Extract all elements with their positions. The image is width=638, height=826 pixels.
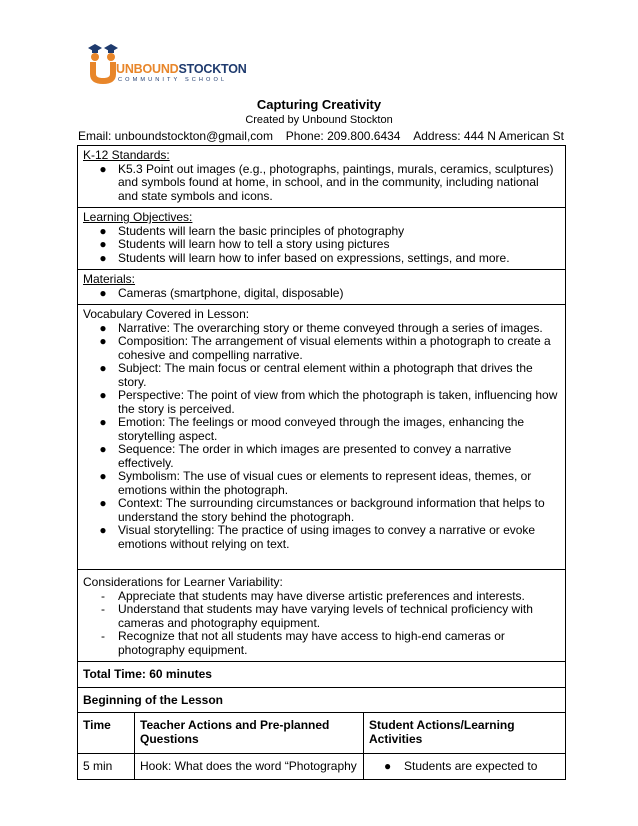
list-item-text: Cameras (smartphone, digital, disposable) xyxy=(118,285,344,300)
considerations-section xyxy=(78,569,565,661)
list-item xyxy=(83,470,559,497)
standards-title: K-12 Standards: xyxy=(83,148,170,162)
list-item xyxy=(83,225,559,239)
dash-icon: - xyxy=(101,602,105,616)
bullet-icon: ● xyxy=(99,388,107,402)
bullet-icon: ● xyxy=(99,285,107,300)
bullet-icon: ● xyxy=(99,469,107,483)
bullet-icon: ● xyxy=(384,759,392,773)
list-item xyxy=(83,252,559,266)
lesson-plan-table xyxy=(77,145,566,780)
list-item xyxy=(83,416,559,443)
list-item xyxy=(83,335,559,362)
objectives-title: Learning Objectives: xyxy=(83,210,193,224)
list-item-text: Context: The surrounding circumstances or background information that helps to understand the story behind the photograph. xyxy=(118,496,545,524)
considerations-title: Considerations for Learner Variability: xyxy=(83,575,283,589)
list-item xyxy=(83,443,559,470)
list-item xyxy=(83,362,559,389)
vocabulary-section xyxy=(78,304,565,569)
list-item-text: Sequence: The order in which images are presented to convey a narrative effectively. xyxy=(118,442,512,470)
list-item-text: Understand that students may have varying levels of technical proficiency with cameras and photography equipment. xyxy=(118,602,533,630)
contact-phone: Phone: 209.800.6434 xyxy=(285,129,401,143)
column-header-student-actions: Student Actions/Learning Activities xyxy=(364,713,566,754)
list-item-text: Symbolism: The use of visual cues or elements to represent ideas, themes, or emotions within the photograph. xyxy=(118,469,532,497)
document-author: Created by Unbound Stockton xyxy=(245,114,393,126)
list-item xyxy=(83,287,559,301)
column-header-teacher-actions: Teacher Actions and Pre-planned Questions xyxy=(135,713,364,754)
cell-teacher-action: Hook: What does the word “Photography xyxy=(135,754,364,779)
list-item xyxy=(83,590,559,604)
logo-wordmark xyxy=(116,62,247,76)
bullet-icon: ● xyxy=(99,237,107,251)
bullet-icon: ● xyxy=(99,496,107,510)
list-item xyxy=(83,238,559,252)
dash-icon: - xyxy=(101,629,105,643)
list-item-text: Visual storytelling: The practice of using images to convey a narrative or evoke emotions without relying on text. xyxy=(118,523,536,551)
list-item-text: Students will learn the basic principles of photography xyxy=(118,223,405,238)
list-item xyxy=(83,603,559,630)
materials-section xyxy=(78,269,565,304)
bullet-icon: ● xyxy=(99,250,107,265)
bullet-icon: ● xyxy=(99,442,107,456)
total-time-row: Total Time: 60 minutes xyxy=(78,661,565,687)
bullet-icon: ● xyxy=(99,361,107,375)
list-item-text: Appreciate that students may have diverse artistic preferences and interests. xyxy=(118,588,525,603)
list-item-text: Students will learn how to tell a story using pictures xyxy=(118,237,390,251)
beginning-of-lesson-row: Beginning of the Lesson xyxy=(78,687,565,713)
list-item-text: Subject: The main focus or central element within a photograph that drives the story. xyxy=(118,361,533,389)
dash-icon: - xyxy=(101,588,105,603)
list-item xyxy=(83,389,559,416)
vocabulary-title: Vocabulary Covered in Lesson: xyxy=(83,307,250,321)
list-item xyxy=(83,630,559,657)
bullet-icon: ● xyxy=(99,523,107,537)
contact-line xyxy=(78,129,564,143)
list-item-text: Composition: The arrangement of visual elements within a photograph to create a cohesive and compelling narrative. xyxy=(118,334,551,362)
cell-time: 5 min xyxy=(78,754,135,779)
list-item-text: Perspective: The point of view from which the photograph is taken, influencing how the story is perceived. xyxy=(118,388,558,416)
list-item-text: Narrative: The overarching story or theme conveyed through a series of images. xyxy=(118,320,543,335)
list-item-text: Students will learn how to infer based on expressions, settings, and more. xyxy=(118,250,510,265)
cell-student-action-text: Students are expected to xyxy=(404,759,538,773)
logo-word-stockton: STOCKTON xyxy=(178,62,247,76)
lesson-activities-table xyxy=(78,712,565,779)
table-row xyxy=(78,754,565,779)
bullet-icon: ● xyxy=(99,320,107,335)
list-item xyxy=(83,163,559,204)
contact-email: Email: unboundstockton@gmail,com xyxy=(78,129,273,143)
logo-word-unbound: NBOUND xyxy=(124,62,179,76)
list-item xyxy=(83,497,559,524)
document-title: Capturing Creativity xyxy=(256,97,382,112)
column-header-time: Time xyxy=(78,713,135,754)
school-logo xyxy=(86,40,246,90)
list-item-text: Recognize that not all students may have access to high-end cameras or photography equipment. xyxy=(118,629,505,657)
objectives-section xyxy=(78,207,565,269)
bullet-icon: ● xyxy=(99,161,107,176)
table-header-row xyxy=(78,713,565,754)
list-item xyxy=(83,524,559,551)
list-item-text: K5.3 Point out images (e.g., photographs, paintings, murals, ceramics, sculptures) and symbols found at home, in school, and in the community, including national and state symbols and icons. xyxy=(118,161,554,203)
bullet-icon: ● xyxy=(99,223,107,238)
logo-letter-u: U xyxy=(116,62,125,76)
contact-address: Address: 444 N American St xyxy=(413,129,564,143)
bullet-icon: ● xyxy=(99,334,107,348)
standards-section xyxy=(78,146,565,207)
list-item-text: Emotion: The feelings or mood conveyed through the images, enhancing the storytelling aspect. xyxy=(118,415,525,443)
cell-student-action xyxy=(364,754,566,779)
materials-title: Materials: xyxy=(83,272,136,286)
bullet-icon: ● xyxy=(99,415,107,429)
list-item xyxy=(83,322,559,336)
logo-subtitle: COMMUNITY SCHOOL xyxy=(118,77,228,83)
